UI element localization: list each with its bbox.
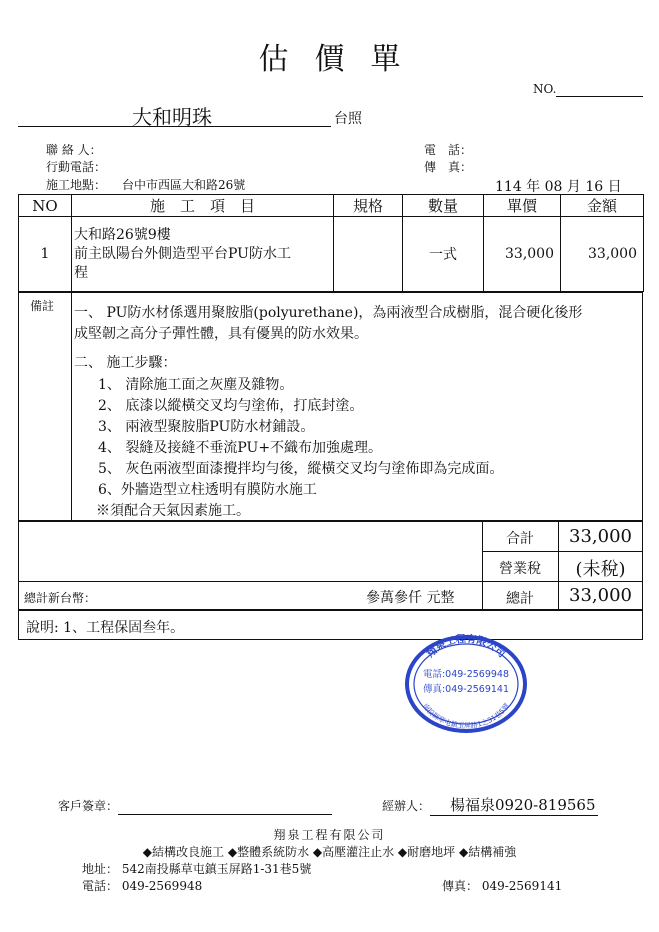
row-item-line2: 前主臥陽台外側造型平台PU防水工 [74, 245, 291, 262]
total-value: 33,000 [569, 585, 632, 606]
row-amount: 33,000 [561, 217, 644, 292]
grand-total-label: 總計新台幣： [24, 591, 97, 605]
row-unit-price: 33,000 [484, 217, 561, 292]
remarks-step-1: 1、 清除施工面之灰塵及雜物。 [98, 377, 294, 393]
remarks-step-5: 5、 灰色兩液型面漆攪拌均勻後，縱橫交叉均勻塗佈即為完成面。 [98, 461, 504, 477]
notes-text: 說明: 1、工程保固叁年。 [26, 620, 185, 636]
remarks-step-2: 2、 底漆以縱橫交叉均勻塗佈，打底封塗。 [98, 398, 364, 414]
site-label: 施工地點： [46, 178, 107, 192]
document-title: 估價單 [258, 42, 427, 77]
total-label: 總計 [506, 591, 534, 607]
header-amount: 金額 [561, 195, 644, 217]
footer-address: 地址： 542南投縣草屯鎮玉屏路1-31巷5號 [82, 862, 312, 876]
handler-value: 楊福泉0920-819565 [450, 796, 596, 814]
header-unit-price: 單價 [484, 195, 561, 217]
tax-label: 營業稅 [499, 561, 541, 577]
grand-total-words: 參萬參仟 元整 [366, 590, 455, 606]
row-item-line3: 程 [74, 264, 88, 281]
svg-text:電話:049-2569948: 電話:049-2569948 [422, 669, 510, 680]
footer-fax: 傳真： 049-2569141 [442, 879, 563, 893]
svg-text:翔泉工程有限公司: 翔泉工程有限公司 [424, 634, 508, 660]
customer-name: 大和明珠 [132, 105, 212, 129]
customer-signature-label: 客戶簽章： [58, 799, 119, 813]
footer-company: 翔泉工程有限公司 [273, 828, 386, 842]
header-spec: 規格 [334, 195, 403, 217]
header-item: 施 工 項 目 [72, 195, 334, 217]
table-header-row [19, 195, 644, 217]
items-table [18, 194, 644, 292]
totals-row-line-2 [18, 581, 643, 582]
tax-value: (未稅) [575, 559, 626, 580]
remarks-step-3: 3、 兩液型聚胺脂PU防水材鋪設。 [98, 419, 315, 435]
phone-label: 電 話： [424, 143, 473, 157]
customer-suffix: 台照 [334, 111, 362, 127]
remarks-label: 備註 [30, 299, 55, 313]
remarks-step-4: 4、 裂縫及接縫不垂流PU+不織布加強處理。 [98, 440, 383, 456]
mobile-phone-label: 行動電話： [46, 160, 107, 174]
doc-number-label: NO. [533, 82, 557, 96]
customer-signature-line[interactable] [118, 797, 332, 815]
row-qty: 一式 [403, 217, 484, 292]
contact-person-label: 聯 絡 人： [46, 143, 102, 157]
header-qty: 數量 [403, 195, 484, 217]
fax-label: 傳 真： [424, 160, 473, 174]
remarks-step-6: 6、外牆造型立柱透明有膜防水施工 [98, 482, 317, 498]
quote-date: 114 年 08 月 16 日 [495, 179, 622, 195]
handler-signature-line [430, 797, 598, 816]
svg-text:南投縣草屯鎮玉屏路1之31巷5號: 南投縣草屯鎮玉屏路1之31巷5號 [420, 701, 512, 731]
customer-name-line [18, 108, 331, 127]
header-no: NO [19, 195, 72, 217]
row-item [72, 217, 334, 292]
site-value: 台中市西區大和路26號 [122, 178, 246, 192]
footer-phone: 電話： 049-2569948 [82, 879, 203, 893]
table-row [19, 217, 644, 292]
row-no: 1 [19, 217, 72, 292]
row-item-line1: 大和路26號9樓 [74, 226, 171, 243]
doc-number-line [556, 80, 643, 97]
company-seal-icon [404, 634, 528, 734]
footer-services: ◆結構改良施工 ◆整體系統防水 ◆高壓灌注止水 ◆耐磨地坪 ◆結構補強 [142, 845, 517, 859]
remarks-steps-title: 二、 施工步驟： [74, 355, 177, 371]
svg-text:傳真:049-2569141: 傳真:049-2569141 [422, 684, 510, 695]
row-spec [334, 217, 403, 292]
remarks-note: ※須配合天氣因素施工。 [96, 503, 250, 519]
remarks-para1-line2: 成堅韌之高分子彈性體，具有優異的防水效果。 [74, 326, 368, 342]
subtotal-label: 合計 [506, 531, 534, 547]
remarks-divider [71, 292, 72, 521]
subtotal-value: 33,000 [569, 526, 632, 547]
totals-row-line-1 [482, 551, 643, 552]
handler-label: 經辦人： [382, 799, 431, 813]
remarks-para1-line1: 一、 PU防水材係選用聚胺脂(polyurethane)，為兩液型合成樹脂，混合硬化後形 [74, 305, 583, 321]
